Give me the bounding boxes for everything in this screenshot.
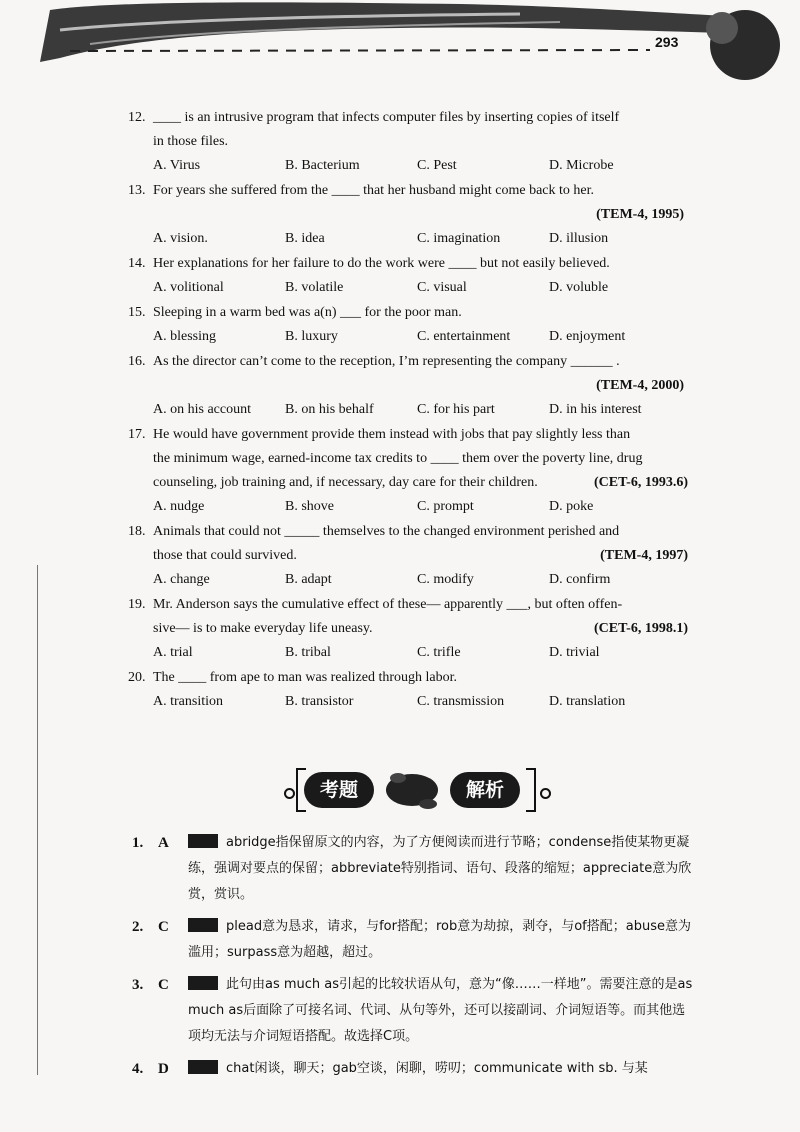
analysis-tag-icon [188,918,218,932]
splash-icon [380,766,444,814]
answer-key: C [158,977,169,993]
section-banner [282,766,552,824]
answer-option: A. transition [153,694,223,709]
question-text [128,666,688,690]
answer-option: C. trifle [417,645,461,660]
analysis-tag-icon [188,1060,218,1074]
answer-option: A. volitional [153,280,224,295]
question-text [128,179,688,203]
answer-option: C. prompt [417,499,474,514]
banner-title-left: 考题 [304,772,374,808]
answer-option: B. Bacterium [285,158,360,173]
margin-rule [37,565,38,1075]
answer-option: B. volatile [285,280,344,295]
explanation-item [132,972,698,1050]
question-line: ____ is an intrusive program that infects computer files by inserting copies of itself [153,110,620,125]
exam-source: (CET-6, 1998.1) [594,621,688,636]
header-decoration [0,0,800,80]
question-item [128,252,688,300]
question-text [128,423,688,495]
banner-dot [540,788,551,799]
question-item [128,179,688,251]
question-number: 14. [128,256,146,271]
explanation-list [132,830,698,1088]
option-row [128,495,688,519]
exam-source: (TEM-4, 1995) [596,207,684,222]
question-line: Animals that could not _____ themselves to the changed environment perished and [153,524,620,539]
option-row [128,568,688,592]
answer-option: C. transmission [417,694,505,709]
answer-option: B. shove [285,499,334,514]
question-line: Mr. Anderson says the cumulative effect of these— apparently ___, but often offen- [153,597,623,612]
exam-source: (TEM-4, 1997) [600,548,688,563]
option-row [128,690,688,714]
exam-source: (TEM-4, 2000) [596,378,684,393]
banner-title-right: 解析 [450,772,520,808]
question-text [128,593,688,641]
question-line: For years she suffered from the ____ that her husband might come back to her. [153,183,595,198]
answer-option: A. blessing [153,329,216,344]
question-item [128,666,688,714]
answer-option: B. idea [285,231,325,246]
explanation-item [132,914,698,966]
question-line: in those files. [153,134,229,149]
answer-option: A. change [153,572,210,587]
question-text [128,106,688,154]
option-row [128,276,688,300]
answer-option: C. modify [417,572,474,587]
question-number: 20. [128,670,146,685]
answer-option: B. tribal [285,645,331,660]
question-number: 17. [128,427,146,442]
question-item [128,593,688,665]
option-row [128,227,688,251]
answer-option: B. on his behalf [285,402,374,417]
answer-option: D. voluble [549,280,609,295]
question-line: the minimum wage, earned-income tax credits to ____ them over the poverty line, drug [153,451,643,466]
page-header [0,0,800,80]
answer-option: B. luxury [285,329,338,344]
question-text [128,350,688,374]
question-number: 18. [128,524,146,539]
explanation-text: abridge指保留原文的内容，为了方便阅读而进行节略；condense指使某物更凝练，强调对要点的保留；abbreviate特别指词、语句、段落的缩短；appreciate意为欣赏，赏识。 [188,835,692,902]
option-row [128,398,688,422]
question-item [128,350,688,422]
question-number: 15. [128,305,146,320]
explanation-number: 2. [132,919,144,935]
question-number: 16. [128,354,146,369]
question-item [128,106,688,178]
question-line: As the director can’t come to the reception, I’m representing the company ______ . [153,354,620,369]
question-text [128,252,688,276]
question-number: 19. [128,597,146,612]
question-line: Sleeping in a warm bed was a(n) ___ for the poor man. [153,305,462,320]
banner-bracket [526,768,536,812]
answer-key: C [158,919,169,935]
answer-option: D. Microbe [549,158,614,173]
explanation-item [132,1056,698,1082]
answer-option: C. visual [417,280,467,295]
answer-option: C. imagination [417,231,501,246]
answer-option: A. trial [153,645,193,660]
answer-option: D. in his interest [549,402,642,417]
question-text [128,520,688,568]
answer-option: C. Pest [417,158,457,173]
question-line: He would have government provide them instead with jobs that pay slightly less than [153,427,631,442]
question-item [128,423,688,519]
option-row [128,325,688,349]
question-line: The ____ from ape to man was realized through labor. [153,670,458,685]
answer-option: C. entertainment [417,329,511,344]
explanation-text: 此句由as much as引起的比较状语从句，意为“像……一样地”。需要注意的是as much as后面除了可接名词、代词、从句等外，还可以接副词、介词短语等。而其他选项均无法与介词短语搭配。故选择C项。 [188,977,693,1044]
answer-key: D [158,1061,169,1077]
explanation-number: 3. [132,977,144,993]
answer-option: B. transistor [285,694,354,709]
answer-option: A. vision. [153,231,208,246]
explanation-text: chat闲谈，聊天；gab空谈，闲聊，唠叨；communicate with sb. 与某 [226,1061,648,1076]
analysis-tag-icon [188,976,218,990]
explanation-number: 4. [132,1061,144,1077]
question-item [128,301,688,349]
answer-option: B. adapt [285,572,332,587]
question-list [128,106,688,715]
banner-dot [284,788,295,799]
exam-source: (CET-6, 1993.6) [594,475,688,490]
question-line: those that could survived. [153,548,297,563]
question-text [128,301,688,325]
option-row [128,641,688,665]
answer-option: D. illusion [549,231,609,246]
answer-option: A. on his account [153,402,251,417]
analysis-tag-icon [188,834,218,848]
question-line: sive— is to make everyday life uneasy. [153,621,373,636]
explanation-text: plead意为恳求，请求，与for搭配；rob意为劫掠，剥夺，与of搭配；abuse意为滥用；surpass意为超越，超过。 [188,919,691,960]
question-item [128,520,688,592]
explanation-number: 1. [132,835,144,851]
question-line: counseling, job training and, if necessary, day care for their children. [153,475,538,490]
option-row [128,154,688,178]
answer-option: D. enjoyment [549,329,626,344]
answer-key: A [158,835,169,851]
question-number: 12. [128,110,146,125]
answer-option: A. Virus [153,158,201,173]
answer-option: A. nudge [153,499,205,514]
explanation-item [132,830,698,908]
answer-option: D. translation [549,694,626,709]
question-line: Her explanations for her failure to do the work were ____ but not easily believed. [153,256,610,271]
answer-option: D. poke [549,499,594,514]
page-number: 293 [655,34,679,50]
question-number: 13. [128,183,146,198]
answer-option: D. trivial [549,645,600,660]
answer-option: D. confirm [549,572,611,587]
answer-option: C. for his part [417,402,495,417]
